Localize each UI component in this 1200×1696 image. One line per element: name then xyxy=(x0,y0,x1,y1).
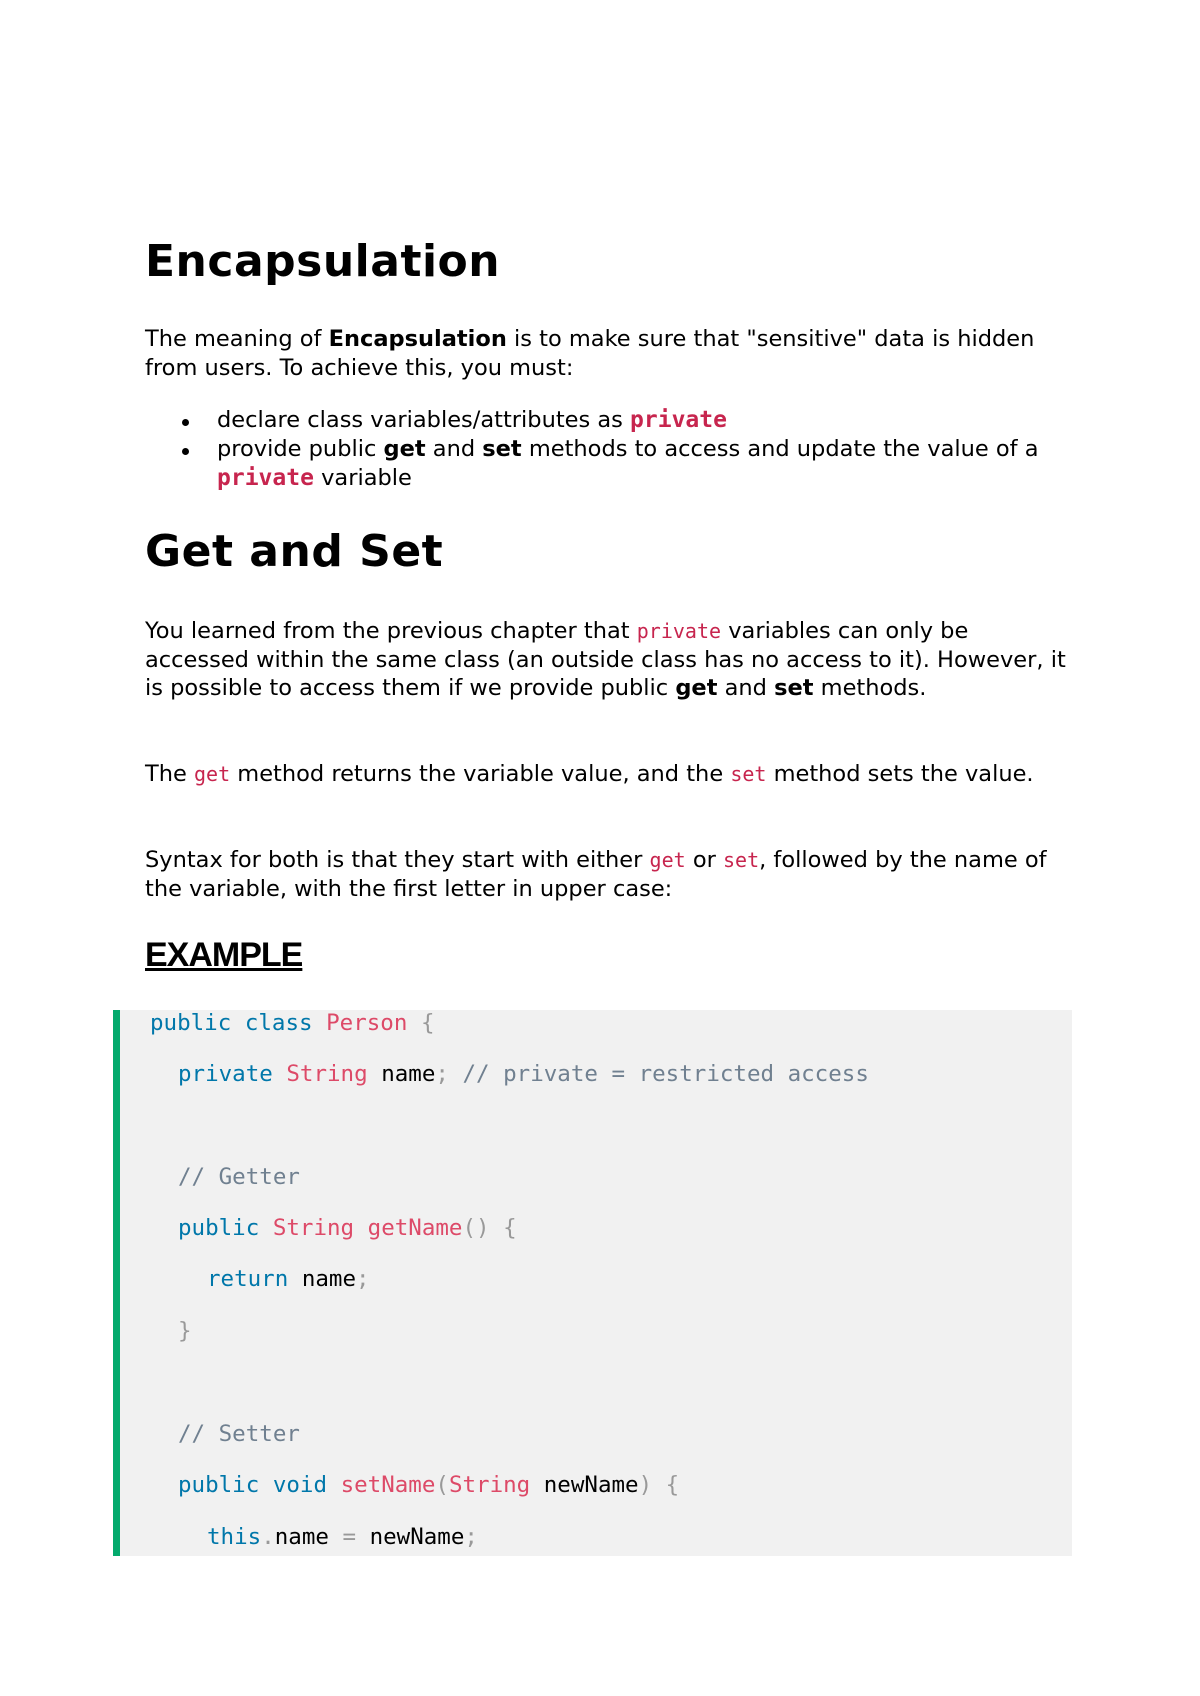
code-type: String xyxy=(272,1215,355,1241)
para-text: and xyxy=(717,675,775,701)
code-function-name: getName xyxy=(367,1215,463,1241)
code-keyword: private xyxy=(178,1061,273,1087)
code-identifier: newName xyxy=(369,1524,465,1550)
code-punctuation: { xyxy=(420,1010,435,1036)
code-operator: = xyxy=(328,1524,370,1550)
code-line xyxy=(150,1010,434,1036)
code-comment: // private = restricted access xyxy=(462,1061,869,1087)
code-line xyxy=(207,1266,370,1292)
code-keyword: public xyxy=(178,1472,260,1498)
code-private: private xyxy=(636,619,722,643)
code-private: private xyxy=(217,465,314,491)
example-label: EXAMPLE xyxy=(145,936,303,974)
code-comment: // Setter xyxy=(178,1421,300,1447)
bold-set: set xyxy=(482,436,522,462)
list-item xyxy=(145,406,1075,435)
code-example-block xyxy=(113,1010,1072,1556)
list-item-text: variable xyxy=(313,465,412,491)
code-punctuation: ( xyxy=(435,1472,449,1498)
list-item-text: and xyxy=(425,436,483,462)
code-punctuation: ) { xyxy=(638,1472,680,1498)
list-item xyxy=(145,435,1075,493)
code-keyword: void xyxy=(272,1472,328,1498)
heading-encapsulation: Encapsulation xyxy=(145,236,501,287)
code-punctuation: } xyxy=(178,1318,192,1344)
code-keyword: public xyxy=(150,1010,232,1036)
code-keyword: class xyxy=(244,1010,313,1036)
code-private: private xyxy=(630,407,727,433)
para-text: You learned from the previous chapter that xyxy=(145,618,637,644)
para-text: or xyxy=(685,847,723,873)
code-get: get xyxy=(649,848,686,872)
code-line xyxy=(178,1215,517,1241)
requirements-list xyxy=(145,406,1075,493)
bullet-icon xyxy=(182,419,189,426)
code-keyword: this xyxy=(207,1524,262,1550)
paragraph-get-set-methods xyxy=(145,760,1075,789)
para-text: method returns the variable value, and the xyxy=(230,761,731,787)
para-text: method sets the value. xyxy=(766,761,1034,787)
code-identifier: name xyxy=(301,1266,357,1292)
bullet-icon xyxy=(182,448,189,455)
bold-get: get xyxy=(383,436,426,462)
heading-get-and-set: Get and Set xyxy=(145,526,444,577)
code-get: get xyxy=(194,762,231,786)
bold-get: get xyxy=(675,675,718,701)
para-text: methods. xyxy=(813,675,927,701)
code-class-name: Person xyxy=(326,1010,408,1036)
intro-text-2: is to make sure that "sensitive" data is hidden from users. To achieve this, you must: xyxy=(145,326,1035,381)
bold-set: set xyxy=(774,675,814,701)
para-text: Syntax for both is that they start with either xyxy=(145,847,650,873)
code-punctuation: ; xyxy=(356,1266,370,1292)
para-text: variables can only be accessed within the same class (an outside class has no access to it). However, it is possible to access them if we provide public xyxy=(145,618,1066,701)
code-line xyxy=(178,1318,192,1344)
code-keyword: public xyxy=(178,1215,260,1241)
paragraph-private-access xyxy=(145,617,1075,703)
code-set: set xyxy=(723,848,760,872)
code-type: String xyxy=(286,1061,368,1087)
code-punctuation: ; xyxy=(435,1061,449,1087)
code-identifier: name xyxy=(274,1524,329,1550)
code-type: String xyxy=(448,1472,531,1498)
intro-bold: Encapsulation xyxy=(328,326,507,352)
code-line xyxy=(207,1524,478,1550)
paragraph-syntax xyxy=(145,846,1075,903)
code-line xyxy=(178,1421,300,1447)
code-line xyxy=(178,1472,679,1498)
code-punctuation: . xyxy=(261,1524,275,1550)
code-line xyxy=(178,1164,300,1190)
para-text: , followed by the name of the variable, with the first letter in upper case: xyxy=(145,847,1047,902)
code-punctuation: ; xyxy=(464,1524,478,1550)
list-item-text: provide public xyxy=(217,436,384,462)
list-item-text: declare class variables/attributes as xyxy=(217,407,631,433)
code-identifier: newName xyxy=(543,1472,639,1498)
code-line xyxy=(178,1061,869,1087)
code-set: set xyxy=(730,762,767,786)
intro-paragraph xyxy=(145,325,1075,382)
para-text: The xyxy=(145,761,194,787)
list-item-text: methods to access and update the value of a xyxy=(521,436,1039,462)
code-comment: // Getter xyxy=(178,1164,300,1190)
code-keyword: return xyxy=(207,1266,289,1292)
code-function-name: setName xyxy=(340,1472,436,1498)
intro-text-1: The meaning of xyxy=(145,326,329,352)
code-identifier: name xyxy=(381,1061,436,1087)
code-punctuation: () { xyxy=(462,1215,517,1241)
